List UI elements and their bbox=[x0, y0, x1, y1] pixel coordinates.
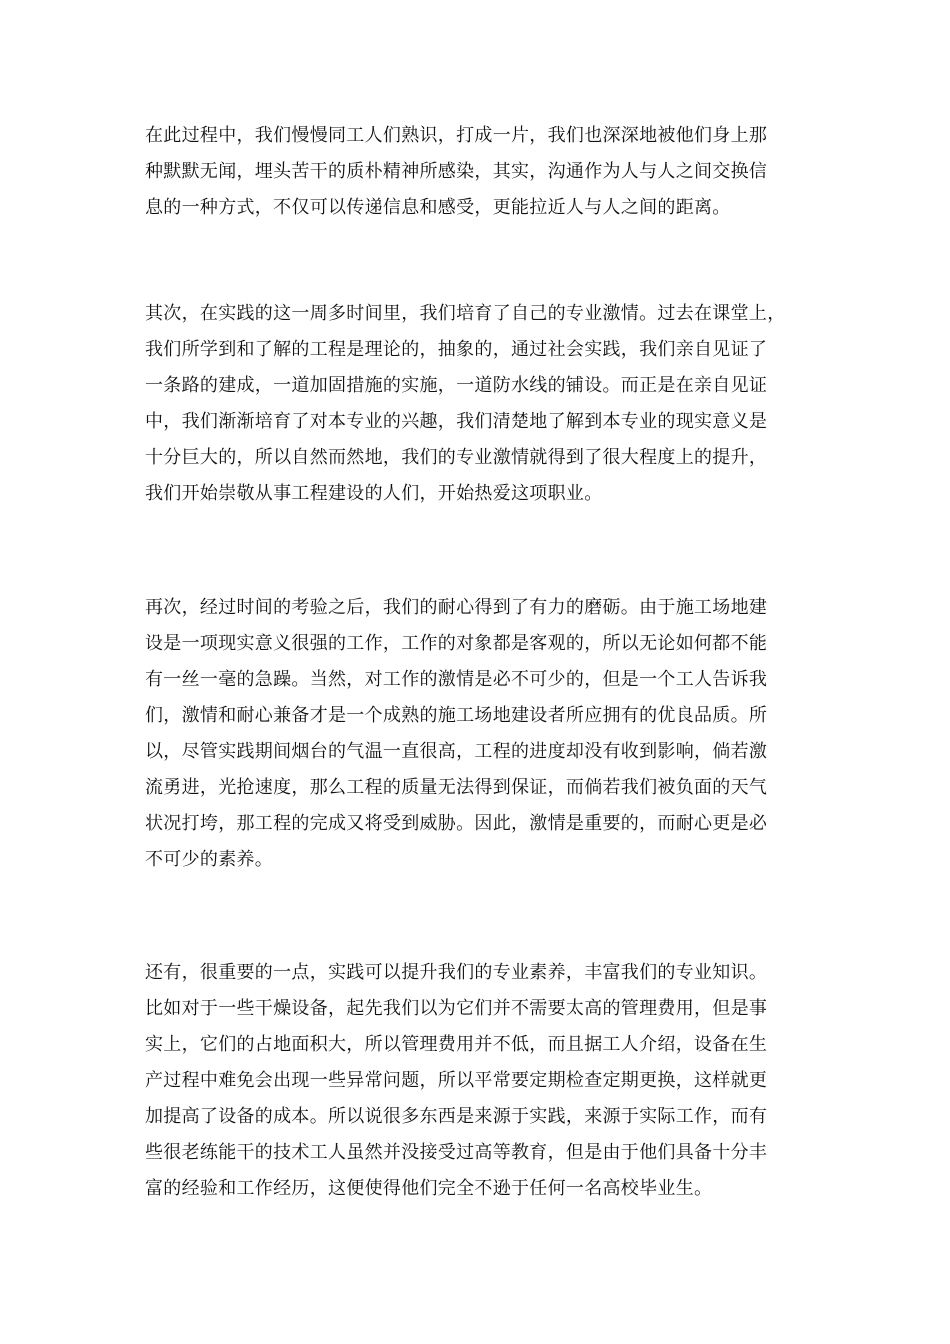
paragraph-line: 十分巨大的，所以自然而然地，我们的专业激情就得到了很大程度上的提升， bbox=[145, 447, 768, 468]
paragraph-line: 一条路的建成，一道加固措施的实施，一道防水线的铺设。而正是在亲自见证 bbox=[145, 375, 768, 396]
paragraph-line: 富的经验和工作经历，这便使得他们完全不逊于任何一名高校毕业生。 bbox=[145, 1178, 713, 1199]
paragraph-line: 中，我们渐渐培育了对本专业的兴趣，我们清楚地了解到本专业的现实意义是 bbox=[145, 411, 768, 432]
paragraph-line: 我们开始崇敬从事工程建设的人们，开始热爱这项职业。 bbox=[145, 483, 603, 504]
paragraph-line: 设是一项现实意义很强的工作，工作的对象都是客观的，所以无论如何都不能 bbox=[145, 633, 768, 654]
paragraph-line: 还有，很重要的一点，实践可以提升我们的专业素养，丰富我们的专业知识。 bbox=[145, 962, 768, 983]
paragraph-line: 些很老练能干的技术工人虽然并没接受过高等教育，但是由于他们具备十分丰 bbox=[145, 1142, 768, 1163]
paragraph-line: 流勇进，光抢速度，那么工程的质量无法得到保证，而倘若我们被负面的天气 bbox=[145, 777, 768, 798]
paragraph-4 bbox=[145, 955, 825, 1207]
paragraph-line: 状况打垮，那工程的完成又将受到威胁。因此，激情是重要的，而耐心更是必 bbox=[145, 813, 768, 834]
paragraph-line: 种默默无闻，埋头苦干的质朴精神所感染，其实，沟通作为人与人之间交换信 bbox=[145, 161, 768, 182]
paragraph-line: 实上，它们的占地面积大，所以管理费用并不低，而且据工人介绍，设备在生 bbox=[145, 1034, 768, 1055]
paragraph-line: 其次，在实践的这一周多时间里，我们培育了自己的专业激情。过去在课堂上， bbox=[145, 303, 786, 324]
paragraph-line: 比如对于一些干燥设备，起先我们以为它们并不需要太高的管理费用，但是事 bbox=[145, 998, 768, 1019]
paragraph-line: 息的一种方式，不仅可以传递信息和感受，更能拉近人与人之间的距离。 bbox=[145, 197, 731, 218]
paragraph-line: 以，尽管实践期间烟台的气温一直很高，工程的进度却没有收到影响，倘若激 bbox=[145, 741, 768, 762]
paragraph-line: 不可少的素养。 bbox=[145, 849, 274, 870]
paragraph-line: 们，激情和耐心兼备才是一个成熟的施工场地建设者所应拥有的优良品质。所 bbox=[145, 705, 768, 726]
paragraph-3 bbox=[145, 590, 825, 878]
paragraph-line: 产过程中难免会出现一些异常问题，所以平常要定期检查定期更换，这样就更 bbox=[145, 1070, 768, 1091]
paragraph-line: 再次，经过时间的考验之后，我们的耐心得到了有力的磨砺。由于施工场地建 bbox=[145, 597, 768, 618]
paragraph-line: 我们所学到和了解的工程是理论的，抽象的，通过社会实践，我们亲自见证了 bbox=[145, 339, 768, 360]
paragraph-2 bbox=[145, 296, 825, 512]
paragraph-line: 在此过程中，我们慢慢同工人们熟识，打成一片，我们也深深地被他们身上那 bbox=[145, 125, 768, 146]
paragraph-line: 有一丝一毫的急躁。当然，对工作的激情是必不可少的，但是一个工人告诉我 bbox=[145, 669, 768, 690]
paragraph-1 bbox=[145, 118, 825, 226]
paragraph-line: 加提高了设备的成本。所以说很多东西是来源于实践，来源于实际工作，而有 bbox=[145, 1106, 768, 1127]
